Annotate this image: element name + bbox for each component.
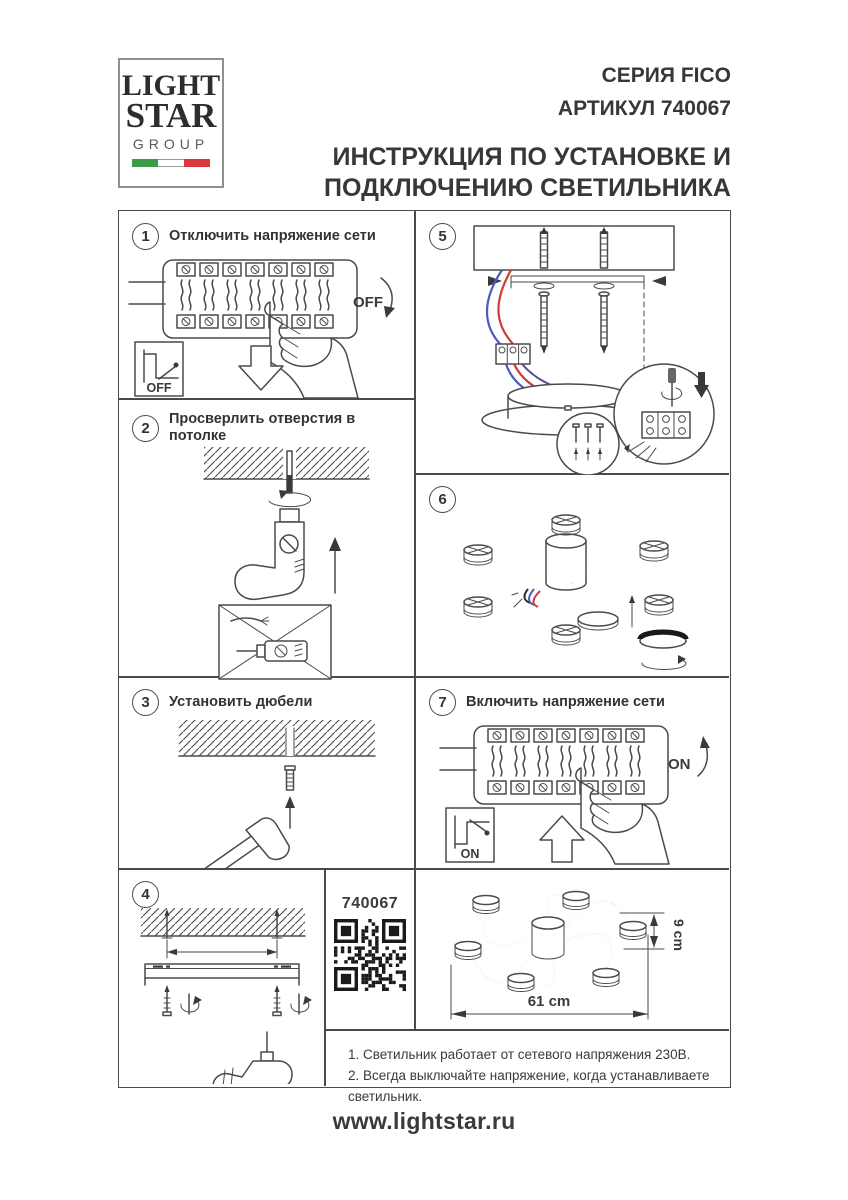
cover-ring xyxy=(640,632,686,669)
note-2: 2. Всегда выключайте напряжение, когда устанавливаете светильник. xyxy=(348,1068,710,1104)
steps-grid xyxy=(118,210,731,1104)
qr-article-number: 740067 xyxy=(341,895,399,912)
note-1: 1. Светильник работает от сетевого напряжения 230В. xyxy=(348,1047,691,1062)
breaker-row xyxy=(488,729,644,794)
on-annotation: ON xyxy=(668,756,691,773)
switch-off-label: OFF xyxy=(146,381,172,395)
flag-green xyxy=(132,159,158,167)
step-7-cell xyxy=(416,677,729,868)
step-3-number: 3 xyxy=(132,689,159,716)
ceiling-hatch xyxy=(141,908,305,936)
up-arrow xyxy=(540,816,584,862)
qr-cell xyxy=(326,869,414,1029)
chandelier-assembly-figure xyxy=(416,479,729,679)
slab-anchors xyxy=(541,227,608,268)
logo-light: LIGHT xyxy=(121,69,221,102)
bar-screws xyxy=(163,985,312,1016)
dimension-line xyxy=(167,940,277,958)
center-body xyxy=(532,917,564,959)
rotation-arrow xyxy=(269,493,311,507)
electric-screwdriver-icon xyxy=(213,1032,292,1084)
dowel-figure xyxy=(119,716,414,868)
ceiling-mount-figure xyxy=(416,220,729,475)
switch-on-label: ON xyxy=(460,847,480,861)
supply-cable xyxy=(440,748,476,770)
notes-cell xyxy=(326,1031,729,1104)
center-wires xyxy=(512,589,540,607)
article-title: АРТИКУЛ 740067 xyxy=(557,97,731,120)
off-annotation: OFF xyxy=(353,294,383,311)
product-dimensions-figure xyxy=(416,869,729,1029)
step-6-cell xyxy=(416,474,729,676)
terminal-block xyxy=(496,344,530,364)
website-url: www.lightstar.ru xyxy=(332,1108,516,1134)
step-4-cell xyxy=(119,869,324,1086)
logo-group: GROUP xyxy=(132,136,210,152)
step-1-number: 1 xyxy=(132,223,159,250)
lightstar-logo xyxy=(118,58,224,188)
wall-switch-on-icon xyxy=(446,808,494,862)
step-5-cell xyxy=(416,211,729,473)
breaker-panel-on-figure xyxy=(416,716,729,866)
terminal-detail-magnifier xyxy=(614,364,714,464)
step-2-cell xyxy=(119,399,414,676)
dowel xyxy=(285,766,295,790)
step-6-number: 6 xyxy=(429,486,456,513)
hammer-icon xyxy=(195,814,294,868)
width-label: 61 cm xyxy=(527,993,571,1010)
ceiling-hatch xyxy=(179,720,375,756)
step-3-label: Установить дюбели xyxy=(169,694,313,710)
drill-body xyxy=(235,509,304,599)
step-5-number: 5 xyxy=(429,223,456,250)
flag-red xyxy=(184,159,210,167)
mounting-bar xyxy=(145,964,299,985)
step-1-cell xyxy=(119,211,414,398)
doc-title xyxy=(251,142,731,204)
height-label: 9 cm xyxy=(671,919,687,951)
breaker-panel-off-figure xyxy=(119,250,414,398)
product-dimensions-cell xyxy=(416,869,729,1029)
step-7-number: 7 xyxy=(429,689,456,716)
wires-detail-magnifier xyxy=(557,413,619,475)
long-screws xyxy=(539,292,609,354)
doc-title-line2: ПОДКЛЮЧЕНИЮ СВЕТИЛЬНИКА xyxy=(323,174,731,202)
series-title: СЕРИЯ FICO xyxy=(601,64,731,87)
step-2-number: 2 xyxy=(132,415,159,442)
step-2-label: Просверлить отверстия в потолке xyxy=(169,411,356,444)
mounting-bar-figure xyxy=(119,908,324,1084)
logo-star: STAR xyxy=(125,96,217,135)
step-7-label: Включить напряжение сети xyxy=(466,694,665,710)
doc-title-line1: ИНСТРУКЦИЯ ПО УСТАНОВКЕ И xyxy=(332,143,731,171)
step-1-label: Отключить напряжение сети xyxy=(169,228,376,244)
supply-cable xyxy=(129,282,165,304)
drill-figure xyxy=(119,445,414,683)
header-text xyxy=(251,64,731,204)
cover-plate xyxy=(578,595,635,630)
italian-flag-icon xyxy=(132,159,210,167)
breaker-row xyxy=(177,263,333,328)
wall-switch-off-icon xyxy=(135,342,183,396)
flag-white xyxy=(158,159,184,167)
ceiling-slab xyxy=(474,226,674,270)
no-drill-near-wires-warning xyxy=(219,605,331,679)
qr-code xyxy=(334,919,406,991)
step-4-number: 4 xyxy=(132,881,159,908)
center-body xyxy=(546,534,586,590)
step-3-cell xyxy=(119,677,414,868)
